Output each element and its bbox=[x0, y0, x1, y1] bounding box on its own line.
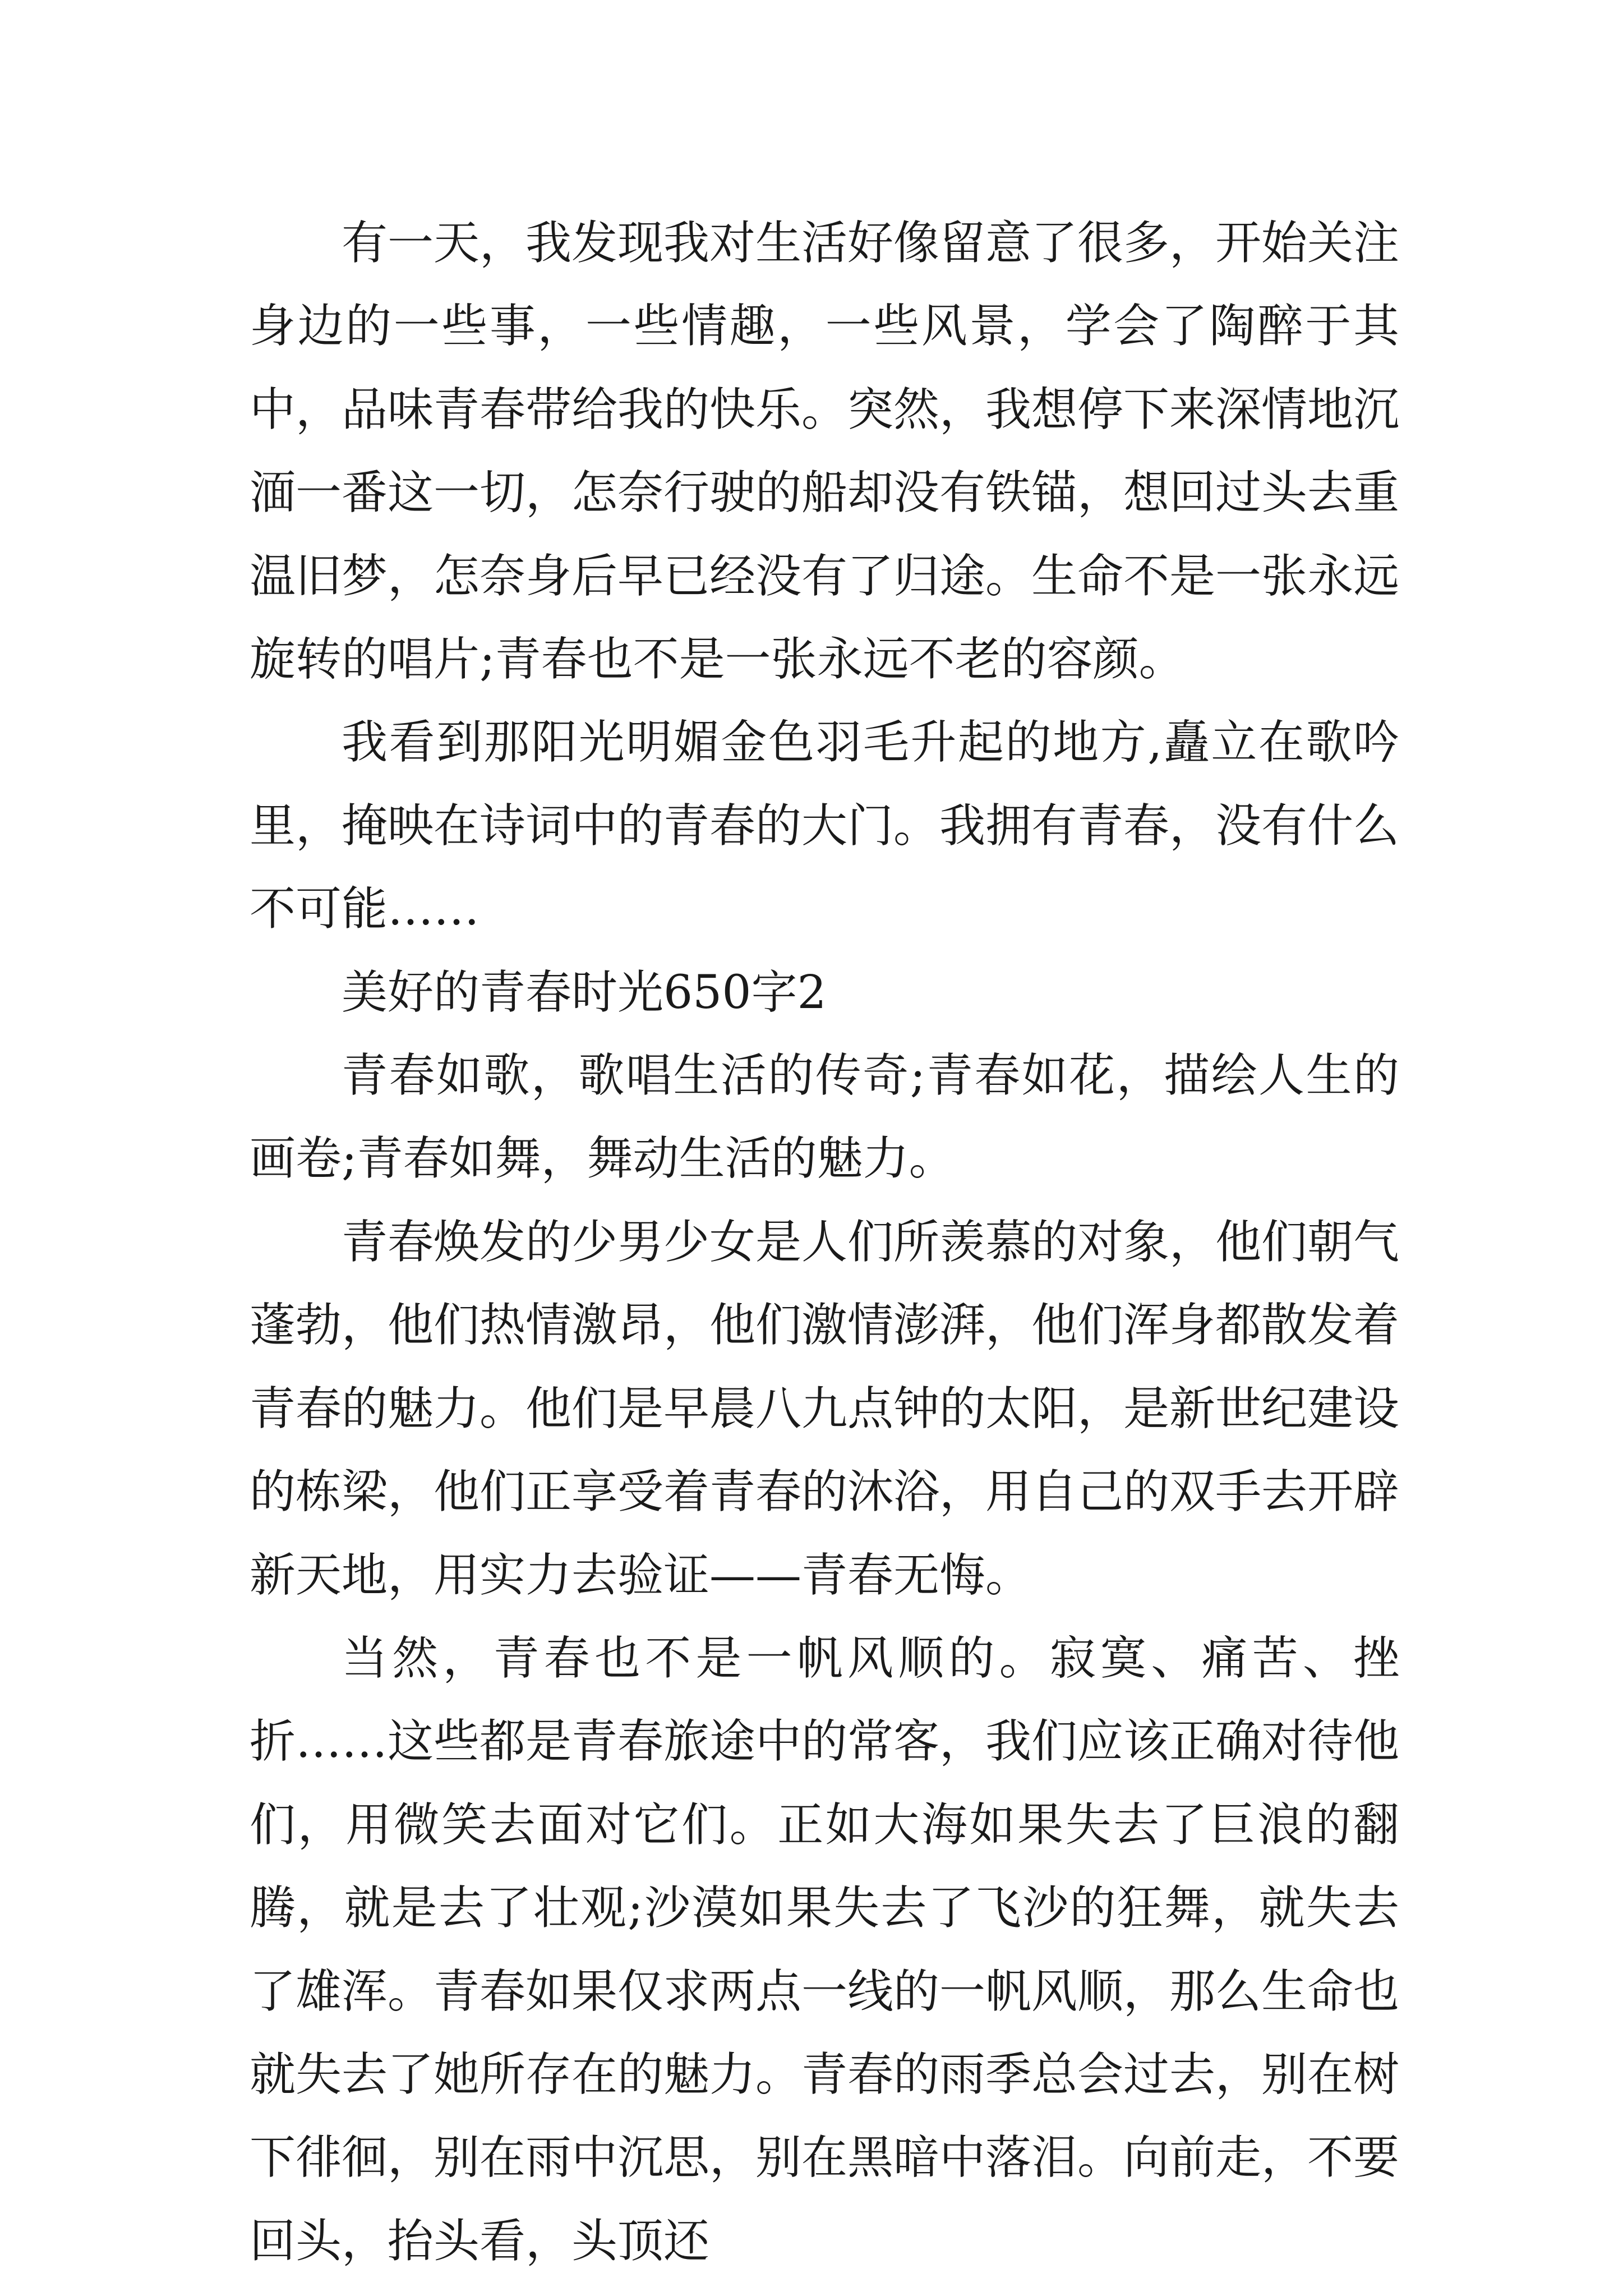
paragraph: 有一天，我发现我对生活好像留意了很多，开始关注身边的一些事，一些情趣，一些风景，学会了陶醉于其中，品味青春带给我的快乐。突然，我想停下来深情地沉湎一番这一切，怎奈行驶的船却没有铁锚，想回过头去重温旧梦，怎奈身后早已经没有了归途。生命不是一张永远旋转的唱片;青春也不是一张永远不老的容颜。 bbox=[250, 217, 1400, 687]
paragraph: 青春如歌，歌唱生活的传奇;青春如花，描绘人生的画卷;青春如舞，舞动生活的魅力。 bbox=[250, 1049, 1399, 1186]
paragraph: 青春焕发的少男少女是人们所羡慕的对象，他们朝气蓬勃，他们热情激昂，他们激情澎湃，他们浑身都散发着青春的魅力。他们是早晨八九点钟的太阳，是新世纪建设的栋梁，他们正享受着青春的沐浴，用自己的双手去开辟新天地，用实力去验证——青春无悔。 bbox=[250, 1215, 1400, 1602]
paragraph: 我看到那阳光明媚金色羽毛升起的地方,矗立在歌吟里，掩映在诗词中的青春的大门。我拥有青春，没有什么不可能…… bbox=[250, 716, 1400, 936]
document-body bbox=[250, 202, 1399, 2283]
paragraph: 当然，青春也不是一帆风顺的。寂寞、痛苦、挫折……这些都是青春旅途中的常客，我们应该正确对待他们，用微笑去面对它们。正如大海如果失去了巨浪的翻腾，就是去了壮观;沙漠如果失去了飞沙的狂舞，就失去了雄浑。青春如果仅求两点一线的一帆风顺，那么生命也就失去了她所存在的魅力。青春的雨季总会过去，别在树下徘徊，别在雨中沉思，别在黑暗中落泪。向前走，不要回头，抬头看，头顶还 bbox=[250, 1631, 1400, 2268]
section-title: 美好的青春时光650字2 bbox=[342, 965, 827, 1019]
